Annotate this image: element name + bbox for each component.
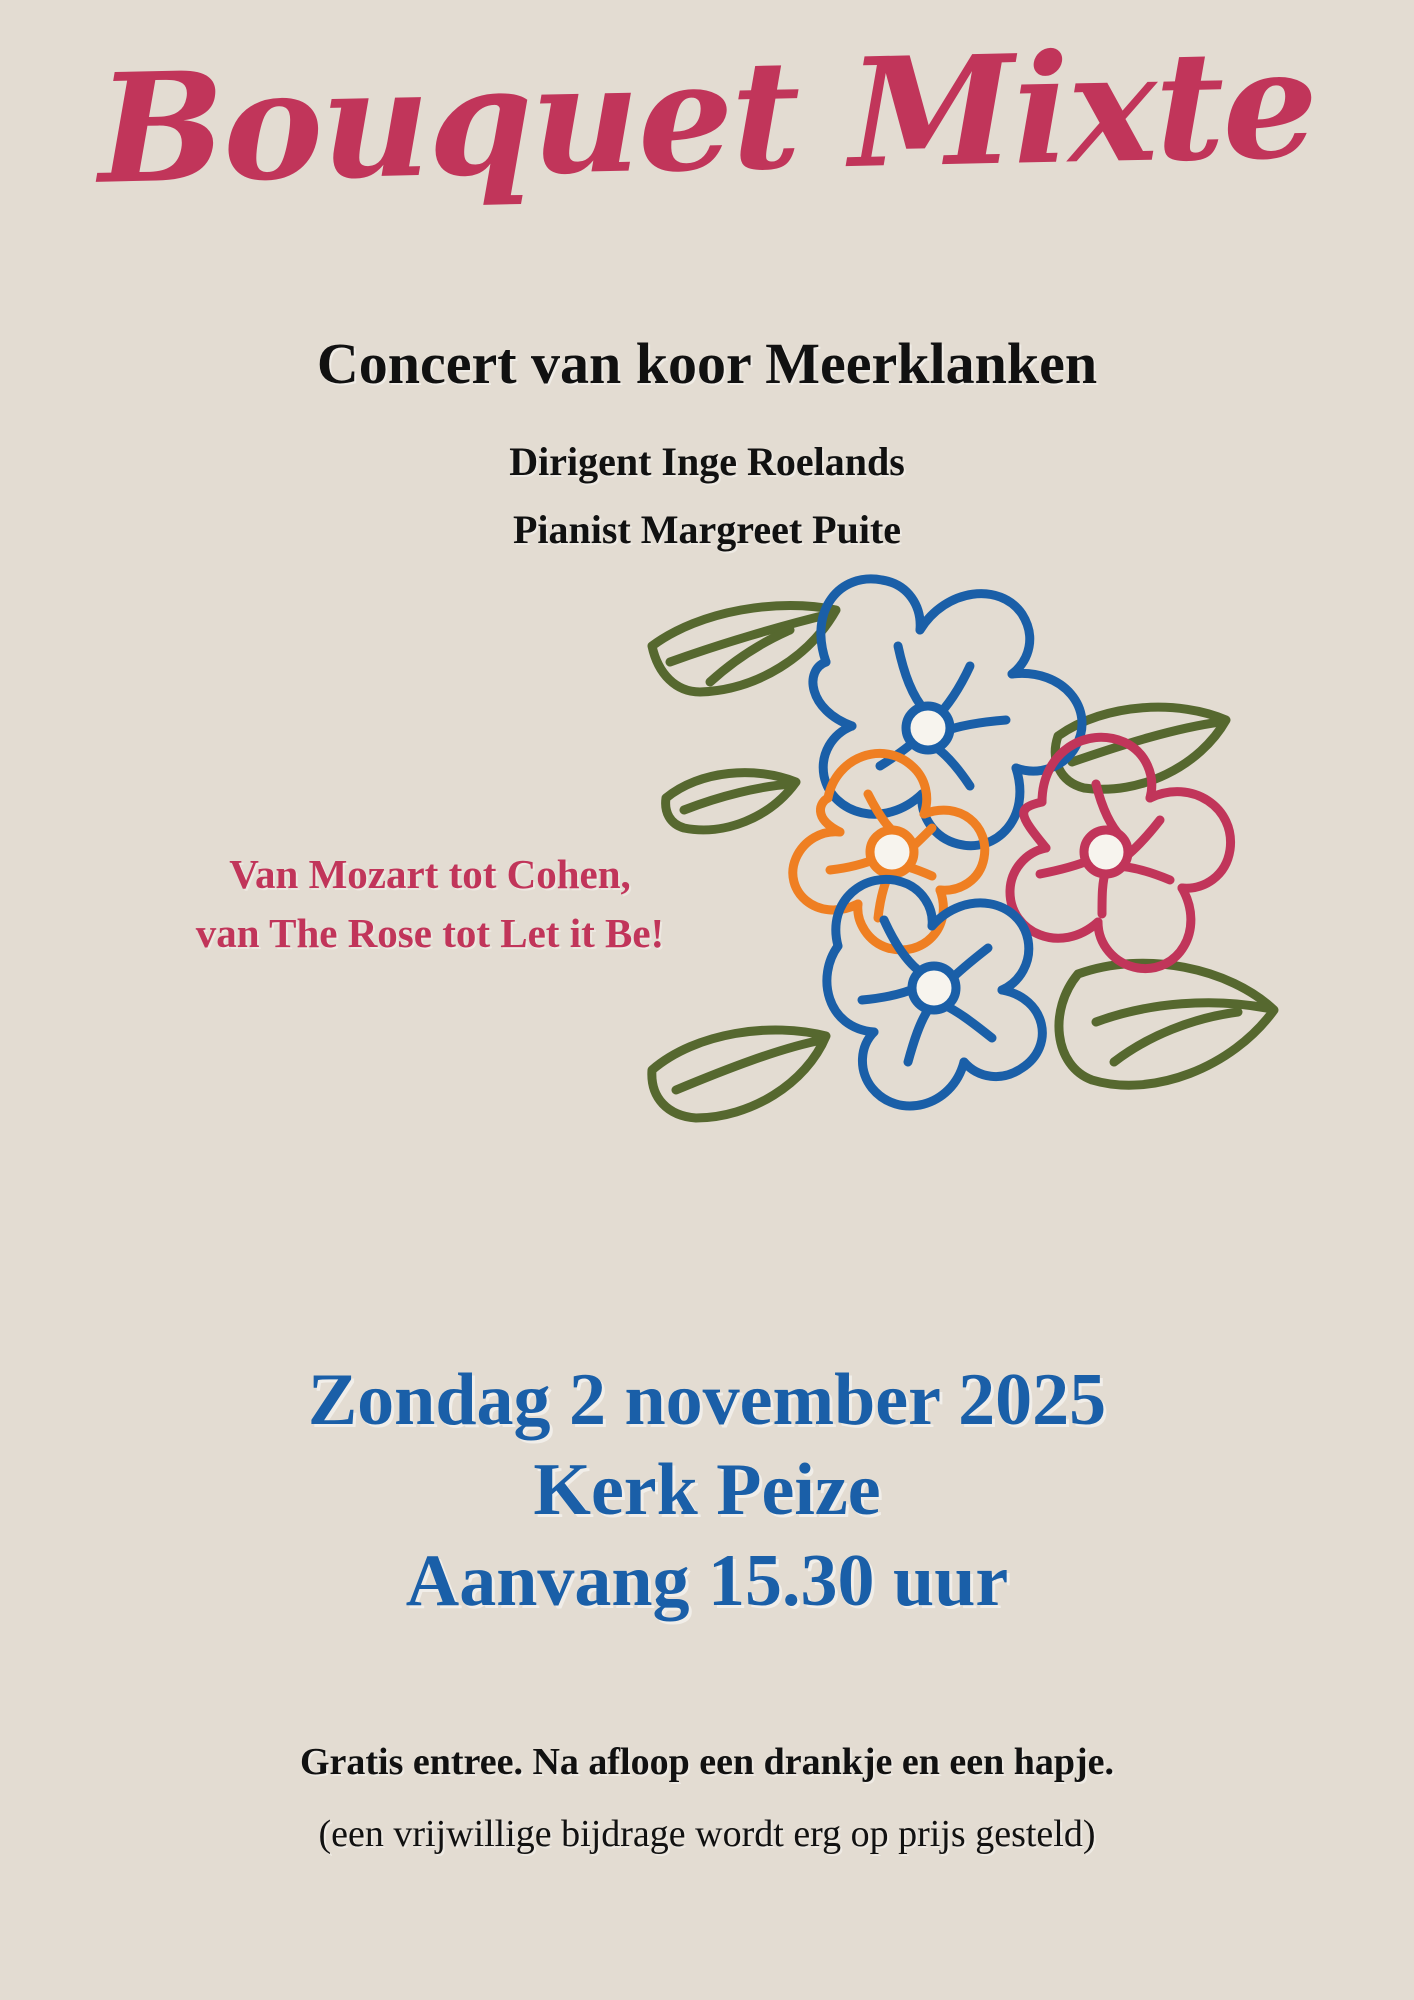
event-date: Zondag 2 november 2025 <box>307 1359 1107 1441</box>
tagline-line-1: Van Mozart tot Cohen, <box>229 851 631 897</box>
leaf-bottom-left <box>652 1030 826 1118</box>
flower-center-pink <box>1084 830 1128 874</box>
flower-bouquet-illustration <box>640 570 1340 1160</box>
pianist-line: Pianist Margreet Puite <box>512 507 902 552</box>
event-details <box>0 1355 1414 1626</box>
flower-center-orange <box>870 830 914 874</box>
leaf-upper-left <box>652 606 836 693</box>
entry-info: Gratis entree. Na afloop een drankje en een hapje. <box>299 1741 1115 1783</box>
tagline-line-2: van The Rose tot Let it Be! <box>195 910 665 957</box>
donation-note: (een vrijwillige bijdrage wordt erg op prijs gesteld) <box>318 1813 1096 1855</box>
flower-center-blue-top <box>906 706 950 750</box>
event-time: Aanvang 15.30 uur <box>405 1539 1009 1622</box>
flower-center-blue-bottom <box>912 966 956 1010</box>
concert-heading: Concert van koor Meerklanken <box>316 331 1098 396</box>
leaf-mid-left <box>666 773 796 830</box>
conductor-line: Dirigent Inge Roelands <box>509 439 905 484</box>
event-venue: Kerk Peize <box>533 1449 881 1532</box>
poster-title: Bouquet Mixte <box>96 16 1318 218</box>
leaf-lower-right <box>1059 963 1274 1085</box>
